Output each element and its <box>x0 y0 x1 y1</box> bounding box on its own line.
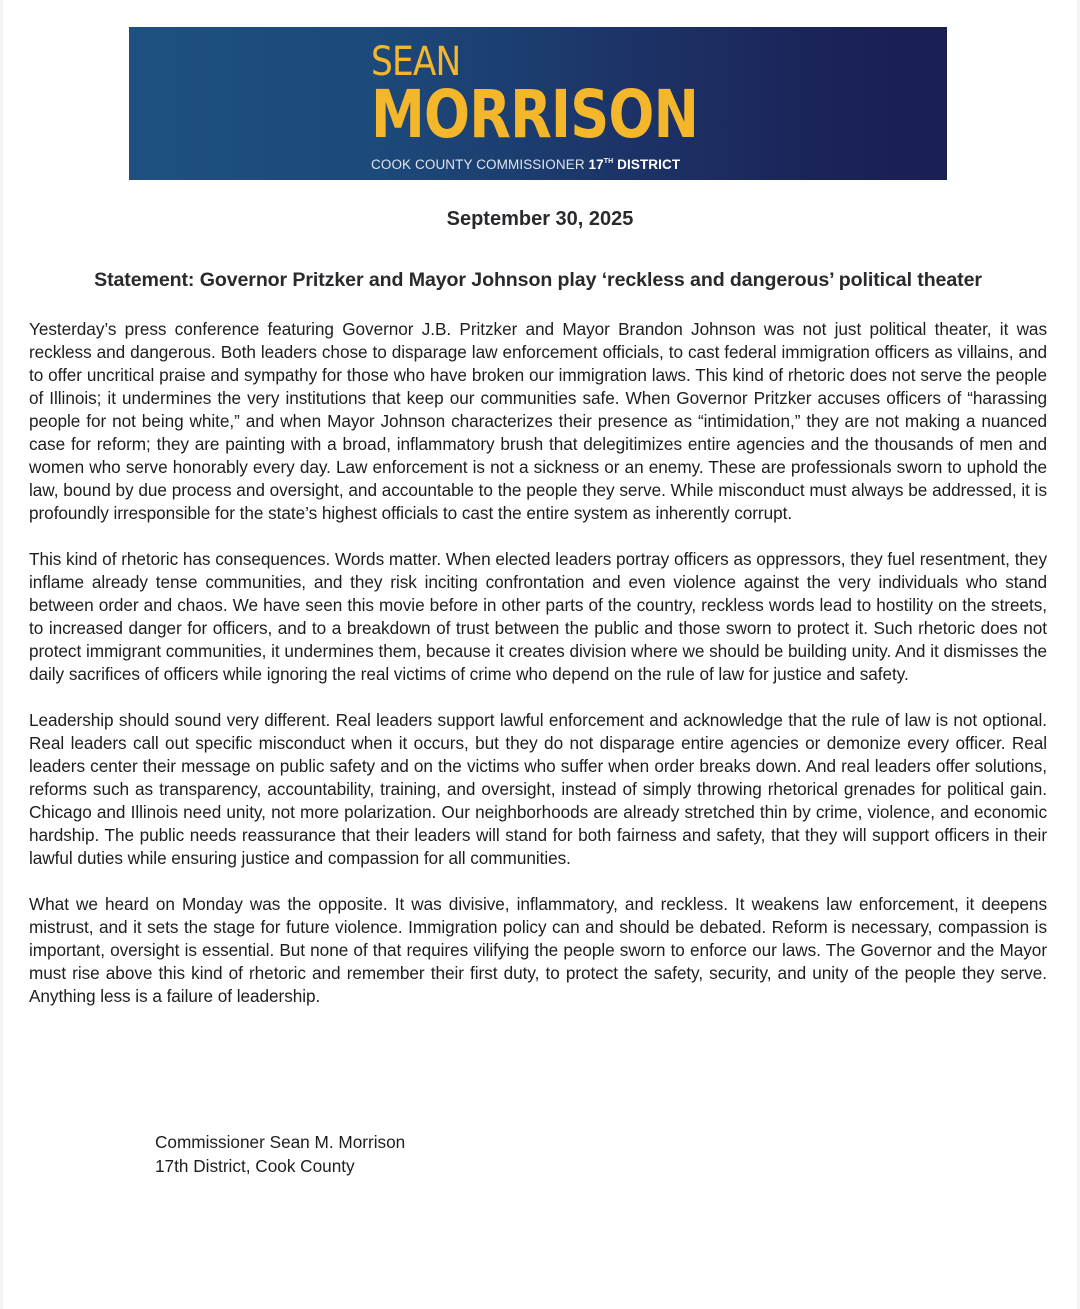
header-banner <box>129 27 947 180</box>
signature-block <box>155 1130 405 1178</box>
banner-subtitle-district <box>589 157 681 172</box>
banner-district-number: 17 <box>588 157 604 172</box>
banner-first-name: SEAN <box>371 39 461 85</box>
body-paragraph-3: Leadership should sound very different. Real leaders support lawful enforcement and acknowledge that the rule of law is not optional. Real leaders call out specific misconduct when it occurs, but they do not disparage entire agencies or demonize every officer. Real leaders center their message on public safety and on the victims who suffer when order breaks down. And real leaders offer solutions, reforms such as transparency, accountability, training, and oversight, instead of simply throwing rhetorical grenades for political gain. Chicago and Illinois need unity, not more polarization. Our neighborhoods are already stretched thin by crime, violence, and economic hardship. The public needs reassurance that their leaders will stand for both fairness and safety, that they will support officers in their lawful duties while ensuring justice and compassion for all communities. <box>29 710 1047 868</box>
banner-subtitle-prefix: COOK COUNTY COMMISSIONER <box>371 157 585 172</box>
signature-name: Commissioner Sean M. Morrison <box>155 1132 406 1152</box>
body-paragraph-1: Yesterday’s press conference featuring Governor J.B. Pritzker and Mayor Brandon Johnson was not just political theater, it was reckless and dangerous. Both leaders chose to disparage law enforcement officials, to cast federal immigration officers as villains, and to offer uncritical praise and sympathy for those who have broken our immigration laws. This kind of rhetoric does not serve the people of Illinois; it undermines the very institutions that keep our communities safe. When Governor Pritzker accuses officers of “harassing people for not being white,” and when Mayor Johnson characterizes their presence as “intimidation,” they are not making a nuanced case for reform; they are painting with a broad, inflammatory brush that delegitimizes entire agencies and the thousands of men and women who serve honorably every day. Law enforcement is not a sickness or an enemy. These are professionals sworn to uphold the law, bound by due process and oversight, and accountable to the people they serve. While misconduct must always be addressed, it is profoundly irresponsible for the state’s highest officials to cast the entire system as inherently corrupt. <box>29 319 1047 523</box>
statement-body <box>29 318 1047 1031</box>
page-edge-left <box>0 0 3 1309</box>
banner-last-name: MORRISON <box>371 76 699 153</box>
statement-date: September 30, 2025 <box>446 208 634 230</box>
signature-district: 17th District, Cook County <box>155 1156 355 1176</box>
banner-district-ordinal: TH <box>603 158 614 165</box>
banner-logo <box>371 39 770 173</box>
statement-title: Statement: Governor Pritzker and Mayor Johnson play ‘reckless and dangerous’ political theater <box>94 269 982 291</box>
banner-subtitle <box>371 154 770 173</box>
banner-district-label: DISTRICT <box>617 157 681 172</box>
body-paragraph-2: This kind of rhetoric has consequences. Words matter. When elected leaders portray officers as oppressors, they fuel resentment, they inflame already tense communities, and they risk inciting confrontation and even violence against the very individuals who stand between order and chaos. We have seen this movie before in other parts of the country, reckless words lead to hostility on the streets, to increased danger for officers, and to a breakdown of trust between the public and those sworn to protect it. Such rhetoric does not protect immigrant communities, it undermines them, because it creates division where we should be building unity. And it dismisses the daily sacrifices of officers while ignoring the real victims of crime who depend on the rule of law for justice and safety. <box>29 549 1047 684</box>
body-paragraph-4: What we heard on Monday was the opposite. It was divisive, inflammatory, and reckless. It weakens law enforcement, it deepens mistrust, and it sets the stage for future violence. Immigration policy can and should be debated. Reform is necessary, compassion is important, oversight is essential. But none of that requires vilifying the people sworn to enforce our laws. The Governor and the Mayor must rise above this kind of rhetoric and remember their first duty, to protect the safety, security, and unity of the people they serve. Anything less is a failure of leadership. <box>29 894 1047 1006</box>
